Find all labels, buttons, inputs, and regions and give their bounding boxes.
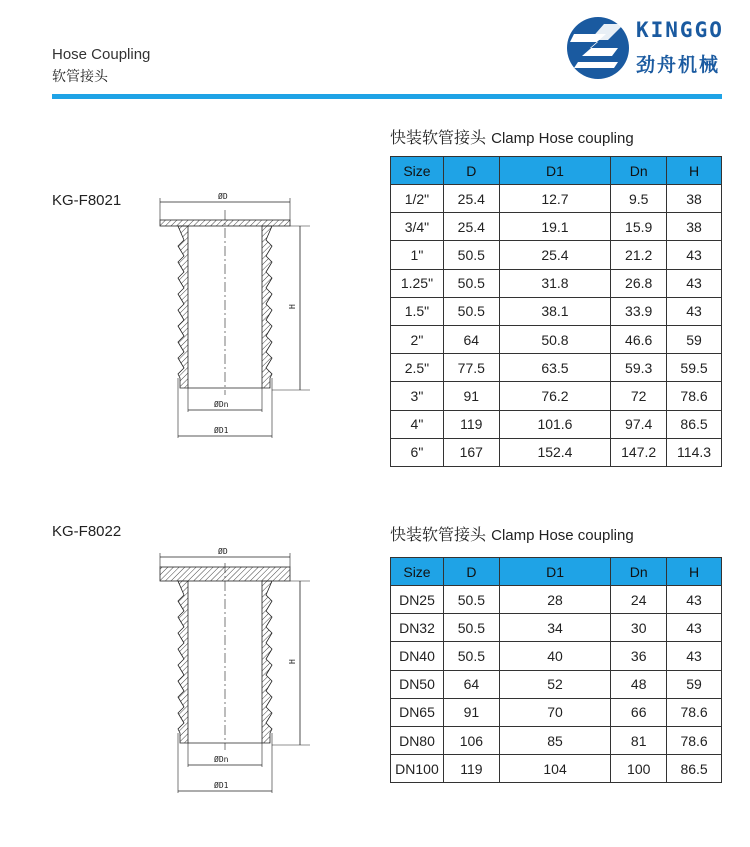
- table-cell: 64: [443, 670, 499, 698]
- table-row: [391, 185, 722, 213]
- table-row: [391, 614, 722, 642]
- table-title: [390, 522, 634, 545]
- table-row: [391, 755, 722, 783]
- coupling-drawing: [150, 545, 320, 800]
- table-cell: 72: [611, 382, 667, 410]
- column-header: D1: [499, 558, 611, 586]
- table-cell: 81: [611, 726, 667, 754]
- table-row: [391, 269, 722, 297]
- table-cell: 100: [611, 755, 667, 783]
- dim-label-od: ØD: [218, 192, 228, 201]
- table-row: [391, 726, 722, 754]
- table-cell: 50.8: [499, 325, 611, 353]
- table-title-en: Clamp Hose coupling: [491, 130, 634, 147]
- dim-label-h: H: [288, 304, 297, 309]
- table-cell: 21.2: [611, 241, 667, 269]
- dim-label-odn: ØDn: [214, 755, 229, 764]
- logo-name-cn: 劲舟机械: [636, 54, 721, 76]
- table-row: [391, 241, 722, 269]
- table-cell: 33.9: [611, 297, 667, 325]
- table-cell: 1/2": [391, 185, 444, 213]
- table-cell: 4": [391, 410, 444, 438]
- header-title-en: Hose Coupling: [52, 46, 151, 63]
- table-cell: 36: [611, 642, 667, 670]
- table-cell: 40: [499, 642, 611, 670]
- table-cell: 2": [391, 325, 444, 353]
- table-header-row: [391, 157, 722, 185]
- table-cell: 30: [611, 614, 667, 642]
- table-cell: 24: [611, 586, 667, 614]
- table-cell: 63.5: [499, 354, 611, 382]
- coupling-drawing: [150, 190, 320, 445]
- table-cell: DN50: [391, 670, 444, 698]
- table-row: [391, 438, 722, 466]
- header-title-cn: 软管接头: [52, 69, 108, 85]
- table-cell: 3/4": [391, 213, 444, 241]
- dim-label-od1: ØD1: [214, 781, 229, 790]
- table-row: [391, 382, 722, 410]
- table-cell: 43: [667, 614, 722, 642]
- header-divider: [52, 94, 722, 99]
- table-title-cn: 快装软管接头: [390, 128, 487, 147]
- product-model: KG-F8021: [52, 192, 122, 209]
- table-cell: 119: [443, 755, 499, 783]
- table-cell: 46.6: [611, 325, 667, 353]
- table-cell: 50.5: [443, 614, 499, 642]
- table-row: [391, 325, 722, 353]
- table-cell: 97.4: [611, 410, 667, 438]
- table-cell: 50.5: [443, 642, 499, 670]
- table-cell: 59.3: [611, 354, 667, 382]
- table-cell: 9.5: [611, 185, 667, 213]
- table-cell: 43: [667, 586, 722, 614]
- table-header-row: [391, 558, 722, 586]
- table-cell: 25.4: [443, 185, 499, 213]
- table-cell: 15.9: [611, 213, 667, 241]
- spec-table: [390, 156, 722, 467]
- column-header: H: [667, 558, 722, 586]
- table-cell: 85: [499, 726, 611, 754]
- table-row: [391, 586, 722, 614]
- table-cell: 59: [667, 670, 722, 698]
- table-title-cn: 快装软管接头: [390, 525, 487, 544]
- table-cell: 78.6: [667, 726, 722, 754]
- table-cell: 2.5": [391, 354, 444, 382]
- table-cell: 147.2: [611, 438, 667, 466]
- table-cell: 106: [443, 726, 499, 754]
- table-cell: 114.3: [667, 438, 722, 466]
- table-row: [391, 642, 722, 670]
- table-cell: DN65: [391, 698, 444, 726]
- table-cell: 70: [499, 698, 611, 726]
- table-cell: DN100: [391, 755, 444, 783]
- table-title-en: Clamp Hose coupling: [491, 527, 634, 544]
- table-cell: DN40: [391, 642, 444, 670]
- table-cell: 12.7: [499, 185, 611, 213]
- table-cell: 91: [443, 698, 499, 726]
- table-cell: 38: [667, 185, 722, 213]
- table-cell: 43: [667, 269, 722, 297]
- table-cell: 52: [499, 670, 611, 698]
- table-cell: 50.5: [443, 586, 499, 614]
- table-cell: 77.5: [443, 354, 499, 382]
- table-cell: 91: [443, 382, 499, 410]
- table-cell: 48: [611, 670, 667, 698]
- table-cell: 43: [667, 297, 722, 325]
- dim-label-h: H: [288, 659, 297, 664]
- table-cell: 43: [667, 241, 722, 269]
- table-cell: 167: [443, 438, 499, 466]
- table-cell: 1": [391, 241, 444, 269]
- dim-label-odn: ØDn: [214, 400, 229, 409]
- column-header: Size: [391, 157, 444, 185]
- column-header: Dn: [611, 558, 667, 586]
- table-cell: 64: [443, 325, 499, 353]
- table-cell: 1.25": [391, 269, 444, 297]
- table-cell: 25.4: [499, 241, 611, 269]
- table-row: [391, 410, 722, 438]
- table-cell: 34: [499, 614, 611, 642]
- table-cell: 50.5: [443, 297, 499, 325]
- table-cell: 86.5: [667, 755, 722, 783]
- table-cell: 59.5: [667, 354, 722, 382]
- table-row: [391, 670, 722, 698]
- table-cell: 50.5: [443, 241, 499, 269]
- table-title: [390, 125, 634, 148]
- table-cell: 152.4: [499, 438, 611, 466]
- table-cell: 66: [611, 698, 667, 726]
- table-cell: 19.1: [499, 213, 611, 241]
- table-cell: DN32: [391, 614, 444, 642]
- table-row: [391, 297, 722, 325]
- column-header: Size: [391, 558, 444, 586]
- table-cell: 3": [391, 382, 444, 410]
- column-header: D: [443, 558, 499, 586]
- dim-label-od1: ØD1: [214, 426, 229, 435]
- table-cell: 1.5": [391, 297, 444, 325]
- table-cell: 101.6: [499, 410, 611, 438]
- table-cell: 78.6: [667, 382, 722, 410]
- table-cell: 86.5: [667, 410, 722, 438]
- table-row: [391, 698, 722, 726]
- table-cell: 38: [667, 213, 722, 241]
- spec-table: [390, 557, 722, 783]
- table-cell: 43: [667, 642, 722, 670]
- table-cell: 31.8: [499, 269, 611, 297]
- product-model: KG-F8022: [52, 523, 122, 540]
- table-row: [391, 213, 722, 241]
- column-header: Dn: [611, 157, 667, 185]
- column-header: D: [443, 157, 499, 185]
- table-cell: 26.8: [611, 269, 667, 297]
- table-cell: 104: [499, 755, 611, 783]
- table-cell: 76.2: [499, 382, 611, 410]
- table-cell: 6": [391, 438, 444, 466]
- column-header: D1: [499, 157, 611, 185]
- table-cell: DN25: [391, 586, 444, 614]
- table-cell: 119: [443, 410, 499, 438]
- column-header: H: [667, 157, 722, 185]
- table-cell: 78.6: [667, 698, 722, 726]
- table-cell: 50.5: [443, 269, 499, 297]
- dim-label-od: ØD: [218, 547, 228, 556]
- table-cell: 25.4: [443, 213, 499, 241]
- table-cell: 59: [667, 325, 722, 353]
- table-cell: DN80: [391, 726, 444, 754]
- logo-name: KINGGO: [636, 18, 724, 42]
- table-cell: 28: [499, 586, 611, 614]
- table-row: [391, 354, 722, 382]
- table-cell: 38.1: [499, 297, 611, 325]
